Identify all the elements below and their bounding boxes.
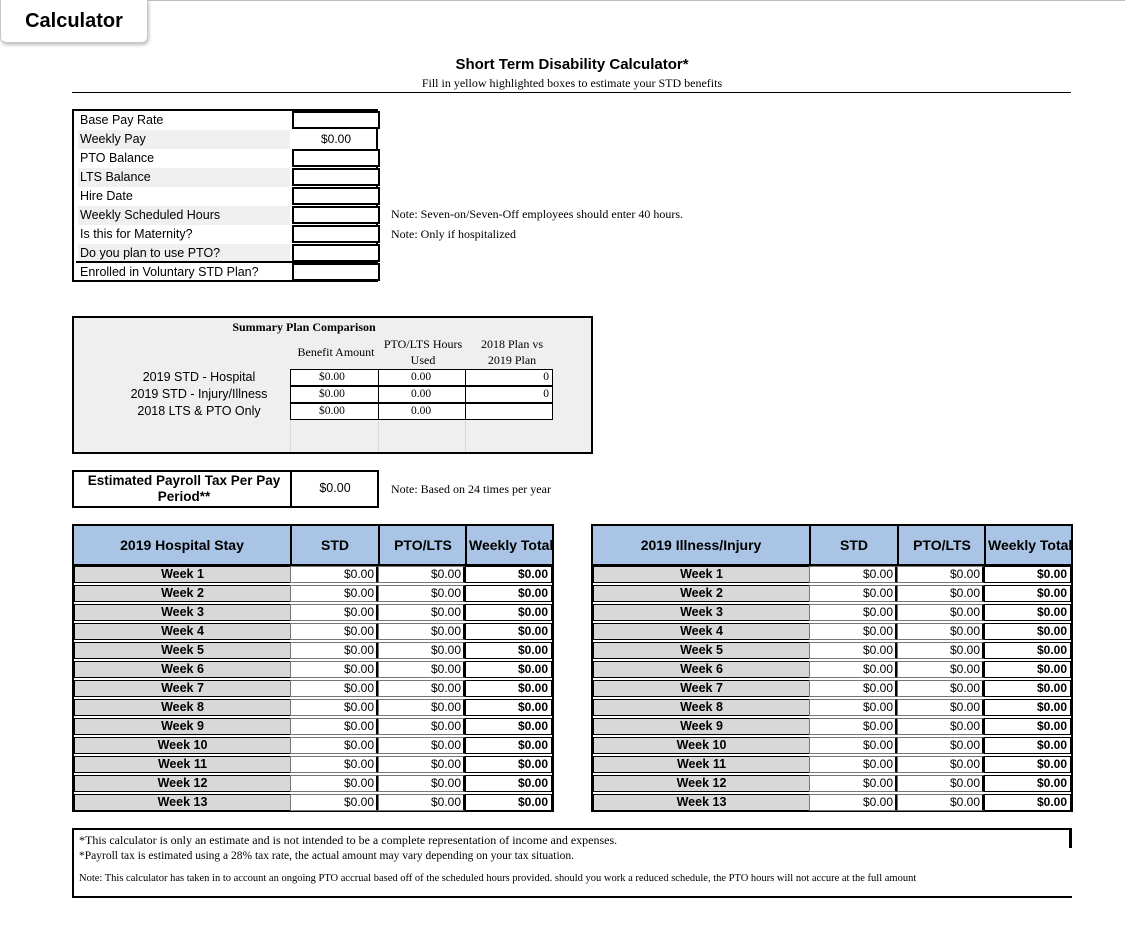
hospital-pto-cell: $0.00 (378, 623, 466, 640)
tab-calculator[interactable]: Calculator (0, 0, 148, 43)
illness-weekly-total-cell: $0.00 (984, 699, 1071, 716)
footnotes-panel (72, 828, 1072, 898)
illness-header-pto: PTO/LTS (913, 537, 971, 553)
illness-std-cell: $0.00 (809, 756, 898, 773)
illness-weekly-total-cell: $0.00 (984, 756, 1071, 773)
hospital-std-cell: $0.00 (290, 775, 379, 792)
footnote-pto-accrual: Note: This calculator has taken in to account an ongoing PTO accrual based off of the scheduled hours provided. should you work a reduced schedule, the PTO hours will not accure at the full amount (79, 873, 917, 884)
hospital-pto-cell: $0.00 (378, 604, 466, 621)
footnote-estimate: *This calculator is only an estimate and is not intended to be a complete representation of income and expenses. (79, 833, 618, 847)
hospital-week-label: Week 5 (74, 642, 291, 659)
title-divider (72, 92, 1071, 93)
hospital-std-cell: $0.00 (290, 566, 379, 583)
lts-balance-label: LTS Balance (78, 168, 290, 187)
illness-pto-cell: $0.00 (897, 699, 985, 716)
illness-week-label: Week 3 (593, 604, 810, 621)
hospital-weekly-total-cell: $0.00 (465, 642, 552, 659)
voluntary-std-input[interactable] (292, 263, 380, 281)
hospital-pto-cell: $0.00 (378, 566, 466, 583)
payroll-tax-value: $0.00 (319, 481, 351, 495)
illness-std-cell: $0.00 (809, 794, 898, 811)
illness-pto-cell: $0.00 (897, 737, 985, 754)
hospital-weekly-total-cell: $0.00 (465, 680, 552, 697)
summary-hospital-benefit: $0.00 (290, 369, 379, 386)
hospital-week-label: Week 1 (74, 566, 291, 583)
hospital-week-label: Week 3 (74, 604, 291, 621)
hospital-week-label: Week 8 (74, 699, 291, 716)
weekly-scheduled-hours-input[interactable] (292, 206, 380, 224)
payroll-tax-label: Estimated Payroll Tax Per Pay Period** (87, 473, 281, 504)
pto-balance-label: PTO Balance (80, 151, 155, 165)
payroll-note: Note: Based on 24 times per year (391, 482, 551, 496)
hospital-weekly-total-cell: $0.00 (465, 756, 552, 773)
hospital-weekly-total-cell: $0.00 (465, 699, 552, 716)
illness-header-std: STD (840, 537, 868, 553)
illness-std-cell: $0.00 (809, 566, 898, 583)
voluntary-std-label: Enrolled in Voluntary STD Plan? (80, 265, 259, 279)
hospital-std-cell: $0.00 (290, 794, 379, 811)
weekly-pay-label: Weekly Pay (78, 130, 290, 149)
illness-week-label: Week 11 (593, 756, 810, 773)
summary-panel (72, 316, 593, 454)
illness-std-cell: $0.00 (809, 699, 898, 716)
hospital-pto-cell: $0.00 (378, 794, 466, 811)
hospital-std-cell: $0.00 (290, 718, 379, 735)
summary-lts-compare (465, 403, 553, 420)
illness-std-cell: $0.00 (809, 585, 898, 602)
illness-injury-table (591, 524, 1073, 812)
illness-std-cell: $0.00 (809, 642, 898, 659)
base-pay-rate-input[interactable] (292, 111, 380, 129)
hospital-std-cell: $0.00 (290, 680, 379, 697)
illness-weekly-total-cell: $0.00 (984, 661, 1071, 678)
hospital-week-label: Week 10 (74, 737, 291, 754)
hospital-pto-cell: $0.00 (378, 680, 466, 697)
illness-pto-cell: $0.00 (897, 661, 985, 678)
page-subtitle: Fill in yellow highlighted boxes to estimate your STD benefits (421, 76, 723, 90)
illness-std-cell: $0.00 (809, 661, 898, 678)
illness-weekly-total-cell: $0.00 (984, 794, 1071, 811)
hospital-pto-cell: $0.00 (378, 737, 466, 754)
hospital-week-label: Week 11 (74, 756, 291, 773)
hospital-std-cell: $0.00 (290, 623, 379, 640)
illness-week-label: Week 6 (593, 661, 810, 678)
summary-injury-hours: 0.00 (378, 386, 466, 403)
use-pto-label: Do you plan to use PTO? (78, 244, 290, 263)
illness-week-label: Week 8 (593, 699, 810, 716)
hospital-stay-table (72, 524, 554, 812)
illness-pto-cell: $0.00 (897, 775, 985, 792)
summary-injury-compare: 0 (465, 386, 553, 403)
summary-lts-benefit: $0.00 (290, 403, 379, 420)
hospital-week-label: Week 12 (74, 775, 291, 792)
summary-gridline (290, 418, 291, 452)
maternity-label: Is this for Maternity? (80, 227, 193, 241)
hospital-std-cell: $0.00 (290, 642, 379, 659)
illness-weekly-total-cell: $0.00 (984, 737, 1071, 754)
hospital-std-cell: $0.00 (290, 585, 379, 602)
illness-week-label: Week 5 (593, 642, 810, 659)
illness-weekly-total-cell: $0.00 (984, 718, 1071, 735)
illness-pto-cell: $0.00 (897, 585, 985, 602)
illness-std-cell: $0.00 (809, 718, 898, 735)
use-pto-input[interactable] (292, 244, 380, 262)
hospital-weekly-total-cell: $0.00 (465, 737, 552, 754)
illness-pto-cell: $0.00 (897, 794, 985, 811)
hospital-header-pto: PTO/LTS (394, 537, 452, 553)
illness-header-title: 2019 Illness/Injury (640, 537, 762, 553)
summary-row-injury-label: 2019 STD - Injury/Illness (130, 387, 268, 401)
plan-compare-header: 2018 Plan vs 2019 Plan (480, 337, 543, 367)
pto-hours-header: PTO/LTS Hours Used (383, 337, 463, 367)
maternity-input[interactable] (292, 225, 380, 243)
illness-pto-cell: $0.00 (897, 623, 985, 640)
benefit-amount-header: Benefit Amount (297, 345, 375, 359)
summary-hospital-hours: 0.00 (378, 369, 466, 386)
hire-date-label: Hire Date (80, 189, 133, 203)
illness-weekly-total-cell: $0.00 (984, 604, 1071, 621)
summary-row-hospital-label: 2019 STD - Hospital (142, 370, 256, 384)
hours-note: Note: Seven-on/Seven-Off employees should enter 40 hours. (391, 207, 684, 221)
hospital-week-label: Week 9 (74, 718, 291, 735)
hospital-header-total: Weekly Total (469, 537, 554, 553)
illness-weekly-total-cell: $0.00 (984, 585, 1071, 602)
hospital-std-cell: $0.00 (290, 699, 379, 716)
base-pay-rate-label: Base Pay Rate (80, 113, 164, 127)
hospital-weekly-total-cell: $0.00 (465, 718, 552, 735)
illness-week-label: Week 7 (593, 680, 810, 697)
maternity-note: Note: Only if hospitalized (391, 227, 516, 241)
footnote-payroll: *Payroll tax is estimated using a 28% tax rate, the actual amount may vary depending on your tax situation. (79, 850, 575, 862)
hospital-weekly-total-cell: $0.00 (465, 604, 552, 621)
hospital-week-label: Week 4 (74, 623, 291, 640)
illness-weekly-total-cell: $0.00 (984, 623, 1071, 640)
illness-week-label: Week 10 (593, 737, 810, 754)
pto-balance-input[interactable] (292, 149, 380, 167)
hospital-weekly-total-cell: $0.00 (465, 566, 552, 583)
illness-std-cell: $0.00 (809, 737, 898, 754)
page-title: Short Term Disability Calculator* (455, 56, 689, 73)
illness-week-label: Week 9 (593, 718, 810, 735)
illness-weekly-total-cell: $0.00 (984, 775, 1071, 792)
illness-std-cell: $0.00 (809, 775, 898, 792)
hospital-std-cell: $0.00 (290, 604, 379, 621)
illness-pto-cell: $0.00 (897, 718, 985, 735)
summary-lts-hours: 0.00 (378, 403, 466, 420)
hospital-pto-cell: $0.00 (378, 661, 466, 678)
illness-std-cell: $0.00 (809, 680, 898, 697)
illness-std-cell: $0.00 (809, 604, 898, 621)
hospital-week-label: Week 2 (74, 585, 291, 602)
hospital-pto-cell: $0.00 (378, 775, 466, 792)
hospital-header-std: STD (321, 537, 349, 553)
summary-gridline (465, 418, 466, 452)
illness-week-label: Week 1 (593, 566, 810, 583)
illness-weekly-total-cell: $0.00 (984, 566, 1071, 583)
hospital-pto-cell: $0.00 (378, 718, 466, 735)
illness-pto-cell: $0.00 (897, 680, 985, 697)
summary-row-lts-label: 2018 LTS & PTO Only (137, 404, 261, 418)
hospital-week-label: Week 7 (74, 680, 291, 697)
illness-header-total: Weekly Total (988, 537, 1073, 553)
summary-hospital-compare: 0 (465, 369, 553, 386)
illness-pto-cell: $0.00 (897, 566, 985, 583)
illness-week-label: Week 2 (593, 585, 810, 602)
illness-week-label: Week 12 (593, 775, 810, 792)
hospital-pto-cell: $0.00 (378, 585, 466, 602)
weekly-scheduled-hours-label: Weekly Scheduled Hours (78, 206, 290, 225)
illness-weekly-total-cell: $0.00 (984, 680, 1071, 697)
summary-title: Summary Plan Comparison (232, 320, 376, 334)
footnotes-edge (1069, 828, 1072, 848)
hospital-pto-cell: $0.00 (378, 756, 466, 773)
illness-pto-cell: $0.00 (897, 604, 985, 621)
top-border (0, 0, 1125, 1)
illness-std-cell: $0.00 (809, 623, 898, 640)
lts-balance-input[interactable] (292, 168, 380, 186)
illness-pto-cell: $0.00 (897, 642, 985, 659)
summary-injury-benefit: $0.00 (290, 386, 379, 403)
illness-pto-cell: $0.00 (897, 756, 985, 773)
illness-week-label: Week 4 (593, 623, 810, 640)
illness-week-label: Week 13 (593, 794, 810, 811)
hospital-week-label: Week 13 (74, 794, 291, 811)
hospital-std-cell: $0.00 (290, 756, 379, 773)
hospital-std-cell: $0.00 (290, 661, 379, 678)
illness-weekly-total-cell: $0.00 (984, 642, 1071, 659)
hospital-weekly-total-cell: $0.00 (465, 775, 552, 792)
hospital-weekly-total-cell: $0.00 (465, 623, 552, 640)
hire-date-input[interactable] (292, 187, 380, 205)
hospital-header-title: 2019 Hospital Stay (120, 537, 244, 553)
hospital-pto-cell: $0.00 (378, 699, 466, 716)
hospital-week-label: Week 6 (74, 661, 291, 678)
hospital-weekly-total-cell: $0.00 (465, 661, 552, 678)
hospital-pto-cell: $0.00 (378, 642, 466, 659)
hospital-weekly-total-cell: $0.00 (465, 794, 552, 811)
hospital-weekly-total-cell: $0.00 (465, 585, 552, 602)
hospital-std-cell: $0.00 (290, 737, 379, 754)
weekly-pay-value: $0.00 (320, 132, 352, 146)
input-panel (72, 109, 378, 282)
payroll-tax-panel (72, 470, 379, 508)
summary-gridline (378, 418, 379, 452)
